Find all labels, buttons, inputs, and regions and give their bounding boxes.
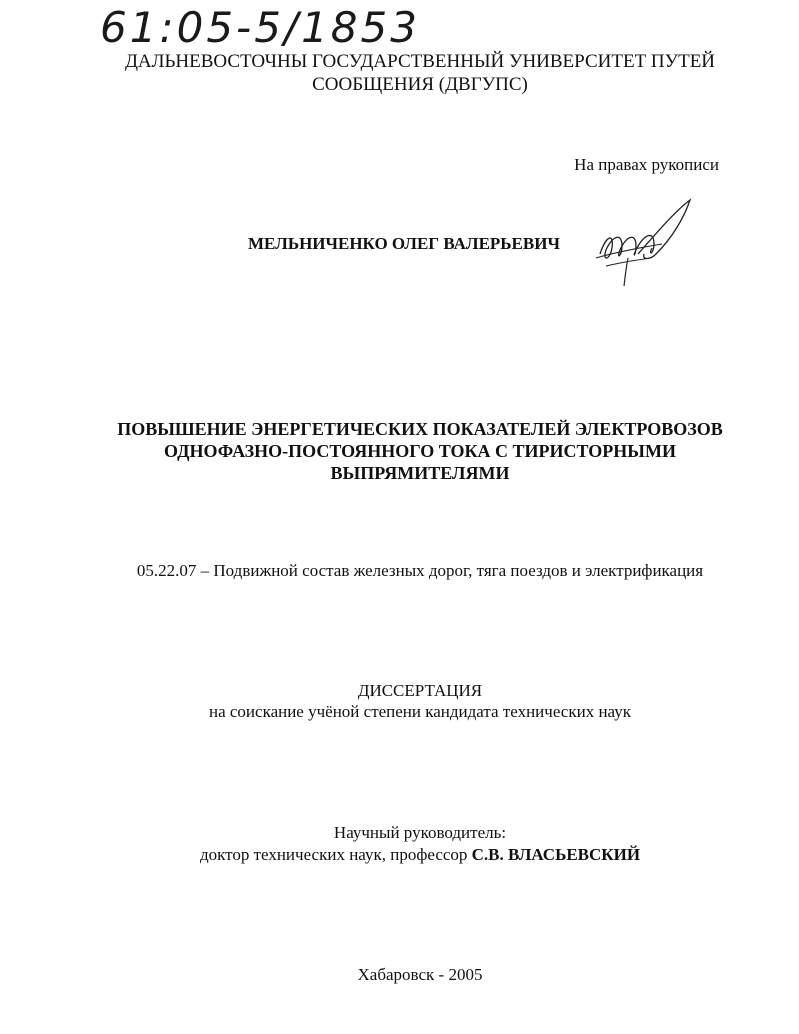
supervisor-line <box>60 844 780 866</box>
manuscript-rights: На правах рукописи <box>574 155 719 174</box>
dissertation-title <box>60 418 780 484</box>
specialty-code: 05.22.07 – Подвижной состав железных дорог, тяга поездов и электрификация <box>136 561 704 580</box>
document-type <box>60 680 780 722</box>
archive-code-handwritten: 61:05-5/1853 <box>100 3 420 52</box>
author-name: МЕЛЬНИЧЕНКО ОЛЕГ ВАЛЕРЬЕВИЧ <box>248 234 560 253</box>
supervisor-block <box>60 822 780 866</box>
document-purpose: на соискание учёной степени кандидата технических наук <box>208 702 631 721</box>
signature-icon <box>592 196 702 288</box>
supervisor-credentials: доктор технических наук, профессор <box>199 845 468 864</box>
title-line-2: ОДНОФАЗНО-ПОСТОЯННОГО ТОКА С ТИРИСТОРНЫМИ <box>164 441 676 461</box>
university-line-2: СООБЩЕНИЯ (ДВГУПС) <box>312 74 528 95</box>
document-type-label: ДИССЕРТАЦИЯ <box>357 681 483 700</box>
university-line-1: ДАЛЬНЕВОСТОЧНЫ ГОСУДАРСТВЕННЫЙ УНИВЕРСИТЕТ ПУТЕЙ <box>124 51 716 72</box>
title-line-1: ПОВЫШЕНИЕ ЭНЕРГЕТИЧЕСКИХ ПОКАЗАТЕЛЕЙ ЭЛЕКТРОВОЗОВ <box>117 419 723 439</box>
title-line-3: ВЫПРЯМИТЕЛЯМИ <box>330 463 510 483</box>
supervisor-label: Научный руководитель: <box>333 823 507 842</box>
university-name <box>60 50 780 96</box>
city-year: Хабаровск - 2005 <box>357 965 483 984</box>
supervisor-name: С.В. ВЛАСЬЕВСКИЙ <box>471 845 641 864</box>
